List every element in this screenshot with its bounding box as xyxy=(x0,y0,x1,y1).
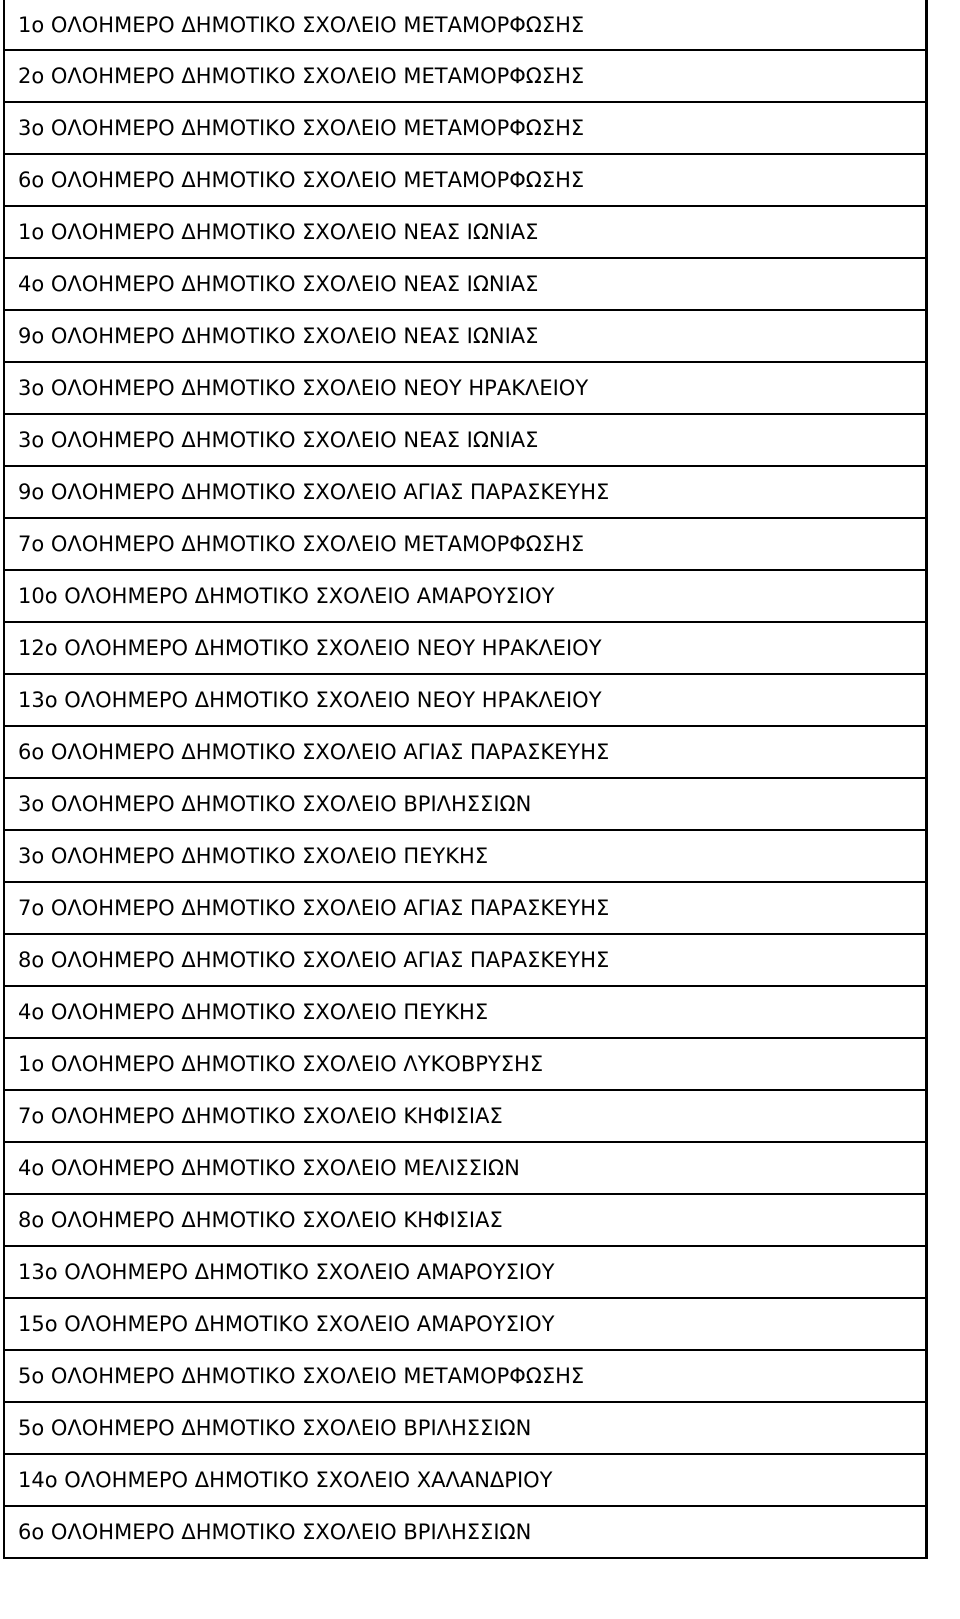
table-row xyxy=(4,778,927,830)
table-row xyxy=(4,986,927,1038)
school-name-cell: 14ο ΟΛΟΗΜΕΡΟ ΔΗΜΟΤΙΚΟ ΣΧΟΛΕΙΟ ΧΑΛΑΝΔΡΙΟΥ xyxy=(4,1454,927,1506)
school-name-cell: 3ο ΟΛΟΗΜΕΡΟ ΔΗΜΟΤΙΚΟ ΣΧΟΛΕΙΟ ΜΕΤΑΜΟΡΦΩΣΗΣ xyxy=(4,102,927,154)
table-row xyxy=(4,518,927,570)
table-row xyxy=(4,1246,927,1298)
table-row xyxy=(4,570,927,622)
table-row xyxy=(4,1142,927,1194)
table-row xyxy=(4,310,927,362)
table-row xyxy=(4,1350,927,1402)
school-name-cell: 1ο ΟΛΟΗΜΕΡΟ ΔΗΜΟΤΙΚΟ ΣΧΟΛΕΙΟ ΜΕΤΑΜΟΡΦΩΣΗΣ xyxy=(4,0,927,50)
table-row xyxy=(4,414,927,466)
table-row xyxy=(4,154,927,206)
school-name-cell: 3ο ΟΛΟΗΜΕΡΟ ΔΗΜΟΤΙΚΟ ΣΧΟΛΕΙΟ ΒΡΙΛΗΣΣΙΩΝ xyxy=(4,778,927,830)
table-row xyxy=(4,830,927,882)
table-row xyxy=(4,726,927,778)
school-name-cell: 3ο ΟΛΟΗΜΕΡΟ ΔΗΜΟΤΙΚΟ ΣΧΟΛΕΙΟ ΠΕΥΚΗΣ xyxy=(4,830,927,882)
school-name-cell: 9ο ΟΛΟΗΜΕΡΟ ΔΗΜΟΤΙΚΟ ΣΧΟΛΕΙΟ ΑΓΙΑΣ ΠΑΡΑΣΚΕΥΗΣ xyxy=(4,466,927,518)
table-row xyxy=(4,102,927,154)
school-name-cell: 3ο ΟΛΟΗΜΕΡΟ ΔΗΜΟΤΙΚΟ ΣΧΟΛΕΙΟ ΝΕΟΥ ΗΡΑΚΛΕΙΟΥ xyxy=(4,362,927,414)
school-name-cell: 7ο ΟΛΟΗΜΕΡΟ ΔΗΜΟΤΙΚΟ ΣΧΟΛΕΙΟ ΑΓΙΑΣ ΠΑΡΑΣΚΕΥΗΣ xyxy=(4,882,927,934)
school-name-cell: 1ο ΟΛΟΗΜΕΡΟ ΔΗΜΟΤΙΚΟ ΣΧΟΛΕΙΟ ΝΕΑΣ ΙΩΝΙΑΣ xyxy=(4,206,927,258)
table-row xyxy=(4,362,927,414)
school-name-cell: 3ο ΟΛΟΗΜΕΡΟ ΔΗΜΟΤΙΚΟ ΣΧΟΛΕΙΟ ΝΕΑΣ ΙΩΝΙΑΣ xyxy=(4,414,927,466)
school-name-cell: 6ο ΟΛΟΗΜΕΡΟ ΔΗΜΟΤΙΚΟ ΣΧΟΛΕΙΟ ΜΕΤΑΜΟΡΦΩΣΗΣ xyxy=(4,154,927,206)
school-name-cell: 15ο ΟΛΟΗΜΕΡΟ ΔΗΜΟΤΙΚΟ ΣΧΟΛΕΙΟ ΑΜΑΡΟΥΣΙΟΥ xyxy=(4,1298,927,1350)
table-row xyxy=(4,1038,927,1090)
table-row xyxy=(4,622,927,674)
table-row xyxy=(4,1506,927,1558)
table-row xyxy=(4,50,927,102)
table-row xyxy=(4,934,927,986)
school-name-cell: 10ο ΟΛΟΗΜΕΡΟ ΔΗΜΟΤΙΚΟ ΣΧΟΛΕΙΟ ΑΜΑΡΟΥΣΙΟΥ xyxy=(4,570,927,622)
school-name-cell: 4ο ΟΛΟΗΜΕΡΟ ΔΗΜΟΤΙΚΟ ΣΧΟΛΕΙΟ ΠΕΥΚΗΣ xyxy=(4,986,927,1038)
table-row xyxy=(4,1402,927,1454)
school-name-cell: 2ο ΟΛΟΗΜΕΡΟ ΔΗΜΟΤΙΚΟ ΣΧΟΛΕΙΟ ΜΕΤΑΜΟΡΦΩΣΗΣ xyxy=(4,50,927,102)
school-name-cell: 13ο ΟΛΟΗΜΕΡΟ ΔΗΜΟΤΙΚΟ ΣΧΟΛΕΙΟ ΑΜΑΡΟΥΣΙΟΥ xyxy=(4,1246,927,1298)
table-row xyxy=(4,258,927,310)
school-name-cell: 13ο ΟΛΟΗΜΕΡΟ ΔΗΜΟΤΙΚΟ ΣΧΟΛΕΙΟ ΝΕΟΥ ΗΡΑΚΛΕΙΟΥ xyxy=(4,674,927,726)
school-name-cell: 5ο ΟΛΟΗΜΕΡΟ ΔΗΜΟΤΙΚΟ ΣΧΟΛΕΙΟ ΜΕΤΑΜΟΡΦΩΣΗΣ xyxy=(4,1350,927,1402)
table-row xyxy=(4,1298,927,1350)
school-name-cell: 4ο ΟΛΟΗΜΕΡΟ ΔΗΜΟΤΙΚΟ ΣΧΟΛΕΙΟ ΜΕΛΙΣΣΙΩΝ xyxy=(4,1142,927,1194)
school-name-cell: 9ο ΟΛΟΗΜΕΡΟ ΔΗΜΟΤΙΚΟ ΣΧΟΛΕΙΟ ΝΕΑΣ ΙΩΝΙΑΣ xyxy=(4,310,927,362)
table-row xyxy=(4,674,927,726)
school-name-cell: 6ο ΟΛΟΗΜΕΡΟ ΔΗΜΟΤΙΚΟ ΣΧΟΛΕΙΟ ΒΡΙΛΗΣΣΙΩΝ xyxy=(4,1506,927,1558)
school-name-cell: 6ο ΟΛΟΗΜΕΡΟ ΔΗΜΟΤΙΚΟ ΣΧΟΛΕΙΟ ΑΓΙΑΣ ΠΑΡΑΣΚΕΥΗΣ xyxy=(4,726,927,778)
school-name-cell: 12ο ΟΛΟΗΜΕΡΟ ΔΗΜΟΤΙΚΟ ΣΧΟΛΕΙΟ ΝΕΟΥ ΗΡΑΚΛΕΙΟΥ xyxy=(4,622,927,674)
school-name-cell: 7ο ΟΛΟΗΜΕΡΟ ΔΗΜΟΤΙΚΟ ΣΧΟΛΕΙΟ ΜΕΤΑΜΟΡΦΩΣΗΣ xyxy=(4,518,927,570)
table-row xyxy=(4,1454,927,1506)
table-row xyxy=(4,1090,927,1142)
school-list-body xyxy=(4,0,927,1558)
table-row xyxy=(4,882,927,934)
table-row xyxy=(4,1194,927,1246)
table-row xyxy=(4,206,927,258)
table-row xyxy=(4,0,927,50)
school-name-cell: 7ο ΟΛΟΗΜΕΡΟ ΔΗΜΟΤΙΚΟ ΣΧΟΛΕΙΟ ΚΗΦΙΣΙΑΣ xyxy=(4,1090,927,1142)
school-name-cell: 8ο ΟΛΟΗΜΕΡΟ ΔΗΜΟΤΙΚΟ ΣΧΟΛΕΙΟ ΑΓΙΑΣ ΠΑΡΑΣΚΕΥΗΣ xyxy=(4,934,927,986)
school-name-cell: 4ο ΟΛΟΗΜΕΡΟ ΔΗΜΟΤΙΚΟ ΣΧΟΛΕΙΟ ΝΕΑΣ ΙΩΝΙΑΣ xyxy=(4,258,927,310)
school-name-cell: 8ο ΟΛΟΗΜΕΡΟ ΔΗΜΟΤΙΚΟ ΣΧΟΛΕΙΟ ΚΗΦΙΣΙΑΣ xyxy=(4,1194,927,1246)
school-list-table xyxy=(3,0,928,1559)
school-name-cell: 1ο ΟΛΟΗΜΕΡΟ ΔΗΜΟΤΙΚΟ ΣΧΟΛΕΙΟ ΛΥΚΟΒΡΥΣΗΣ xyxy=(4,1038,927,1090)
table-row xyxy=(4,466,927,518)
school-name-cell: 5ο ΟΛΟΗΜΕΡΟ ΔΗΜΟΤΙΚΟ ΣΧΟΛΕΙΟ ΒΡΙΛΗΣΣΙΩΝ xyxy=(4,1402,927,1454)
